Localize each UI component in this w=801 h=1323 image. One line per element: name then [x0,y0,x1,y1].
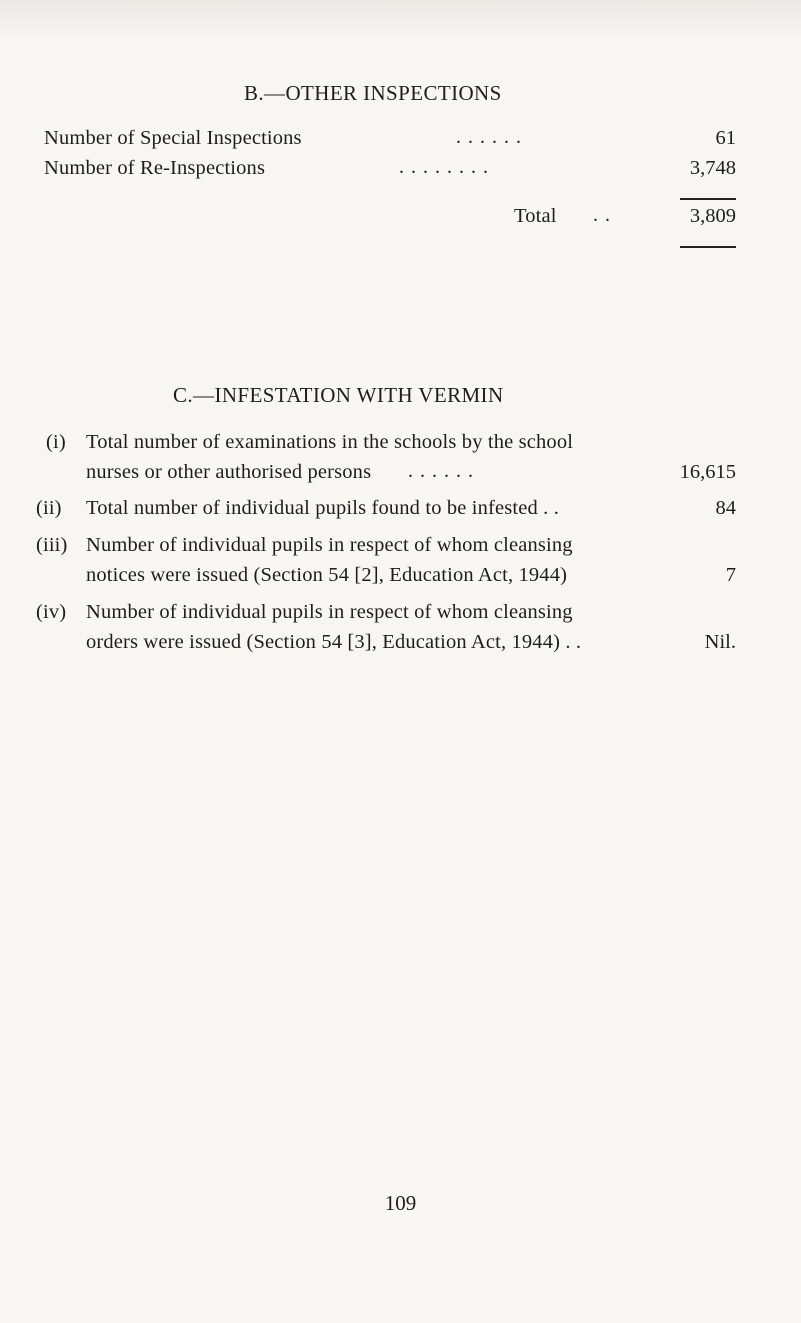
special-inspections-value: 61 [715,127,736,149]
item-iv-line1: Number of individual pupils in respect of whom cleansing [86,601,573,623]
item-iv-value: Nil. [704,631,736,653]
re-inspections-leader: . . . . . . . . [399,156,489,178]
item-iii-number: (iii) [36,534,68,556]
item-iii-line2: notices were issued (Section 54 [2], Education Act, 1944) [86,564,568,586]
item-iii-line1: Number of individual pupils in respect of whom cleansing [86,534,573,556]
item-iv-number: (iv) [36,601,67,623]
item-ii-number: (ii) [36,497,62,519]
section-c-title: C.—INFESTATION WITH VERMIN [173,383,504,407]
page-edge-shading [0,0,801,40]
re-inspections-label: Number of Re-Inspections [44,157,266,179]
item-i-leader: . . . . . . [408,460,474,482]
total-value: 3,809 [689,205,736,227]
page-number: 109 [384,1191,417,1215]
special-inspections-label: Number of Special Inspections [44,127,302,149]
item-i-line1: Total number of examinations in the schools by the school [86,431,574,453]
item-i-line2: nurses or other authorised persons [86,461,372,483]
re-inspections-value: 3,748 [689,157,736,179]
item-iv-line2: orders were issued (Section 54 [3], Education Act, 1944) . . [86,631,582,653]
total-rule-bottom [680,246,736,248]
total-leader: . . [593,204,611,226]
item-ii-value: 84 [715,497,736,519]
item-i-value: 16,615 [679,461,736,483]
total-label: Total [514,205,557,227]
item-i-number: (i) [46,431,66,453]
section-b-title: B.—OTHER INSPECTIONS [244,81,502,105]
item-iii-value: 7 [725,564,736,586]
special-inspections-leader: . . . . . . [456,126,522,148]
total-rule-top [680,198,736,200]
item-ii-line1: Total number of individual pupils found to be infested . . [86,497,559,519]
